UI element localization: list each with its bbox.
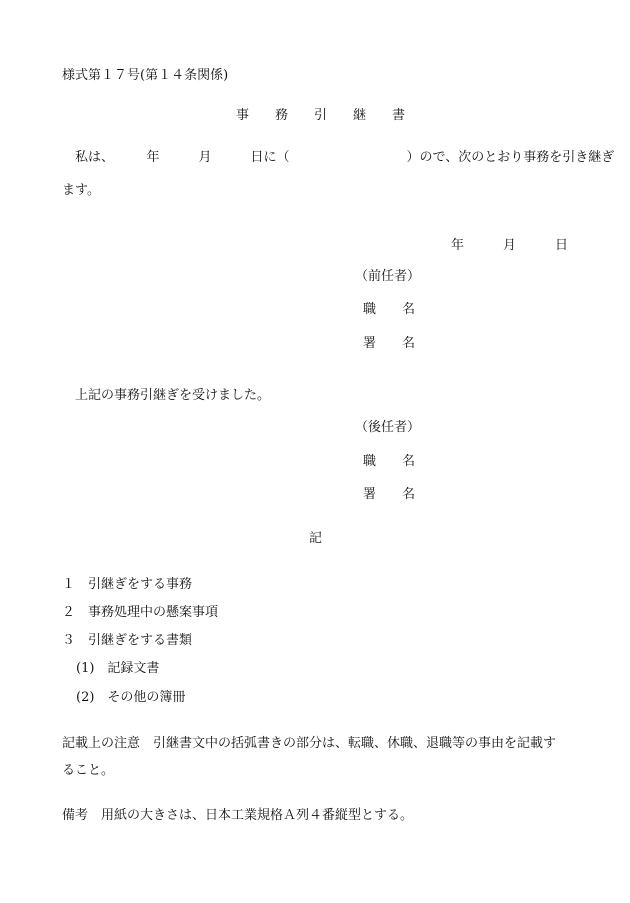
successor-heading: （後任者） [355, 420, 421, 435]
successor-signature: 署 名 [363, 487, 416, 502]
remark-line: 備考 用紙の大きさは、日本工業規格Ａ列４番縦型とする。 [62, 808, 414, 823]
date-line: 年 月 日 [451, 238, 569, 253]
caution-line-2: ること。 [62, 763, 115, 778]
ki-heading: 記 [309, 531, 323, 546]
form-number: 様式第１７号(第１４条関係) [62, 68, 229, 83]
caution-line-1: 記載上の注意 引継書文中の括弧書きの部分は、転職、休職、退職等の事由を記載す [62, 736, 557, 751]
statement-line-1: 私は、 年 月 日に（ ）ので、次のとおり事務を引き継ぎ [62, 150, 615, 165]
list-item-3: ３ 引継ぎをする書類 [62, 633, 193, 648]
acceptance-statement: 上記の事務引継ぎを受けました。 [62, 388, 271, 403]
predecessor-signature: 署 名 [363, 336, 416, 351]
predecessor-position: 職 名 [363, 302, 416, 317]
successor-position: 職 名 [363, 454, 416, 469]
list-subitem-1: (1) 記録文書 [76, 661, 160, 676]
list-item-2: ２ 事務処理中の懸案事項 [62, 605, 219, 620]
statement-line-2: ます。 [62, 183, 100, 198]
document-title: 事 務 引 継 書 [236, 108, 406, 123]
list-subitem-2: (2) その他の簿冊 [76, 690, 186, 705]
list-item-1: １ 引継ぎをする事務 [62, 577, 193, 592]
predecessor-heading: （前任者） [355, 269, 421, 284]
